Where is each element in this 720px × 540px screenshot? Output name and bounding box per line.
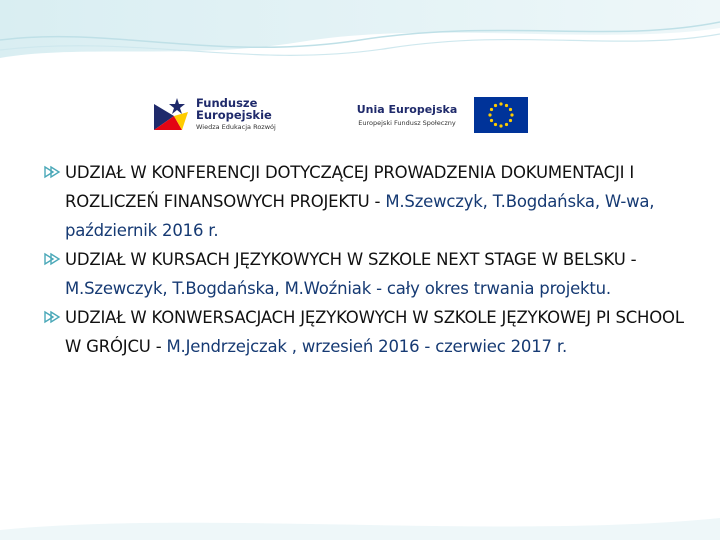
bullet-details: M.Szewczyk, T.Bogdańska, M.Woźniak - cały okres trwania projektu. — [65, 279, 611, 298]
eu-flag-icon — [474, 97, 528, 133]
bullet-details: M.Jendrzejczak , wrzesień 2016 - czerwiec 2017 r. — [166, 337, 567, 356]
list-item — [44, 245, 684, 303]
bullet-arrow-icon — [44, 252, 62, 266]
bullet-heading: UDZIAŁ W KONWERSACJACH JĘZYKOWYCH W SZKOLE JĘZYKOWEJ PI SCHOOL W GRÓJCU - — [65, 308, 684, 356]
bullet-arrow-icon — [44, 165, 62, 179]
logo-banner — [144, 88, 542, 140]
eu-logo-text — [344, 103, 470, 127]
funds-star-icon — [150, 94, 190, 134]
funds-program: Wiedza Edukacja Rozwój — [196, 123, 276, 131]
bullet-list — [44, 158, 684, 361]
funds-line-1: Fundusze — [196, 96, 258, 110]
list-item — [44, 303, 684, 361]
bullet-details: M.Szewczyk, T.Bogdańska, W-wa, październik 2016 r. — [65, 192, 655, 240]
eu-fund: Europejski Fundusz Społeczny — [358, 119, 456, 127]
funds-logo-text — [196, 98, 276, 131]
bullet-heading: UDZIAŁ W KURSACH JĘZYKOWYCH W SZKOLE NEXT STAGE W BELSKU - — [65, 250, 637, 269]
bullet-arrow-icon — [44, 310, 62, 324]
list-item — [44, 158, 684, 245]
eu-title: Unia Europejska — [356, 103, 458, 116]
funds-line-2: Europejskie — [196, 107, 272, 122]
bullet-heading: UDZIAŁ W KONFERENCJI DOTYCZĄCEJ PROWADZENIA DOKUMENTACJI I ROZLICZEŃ FINANSOWYCH PROJEKTU - — [65, 163, 635, 211]
